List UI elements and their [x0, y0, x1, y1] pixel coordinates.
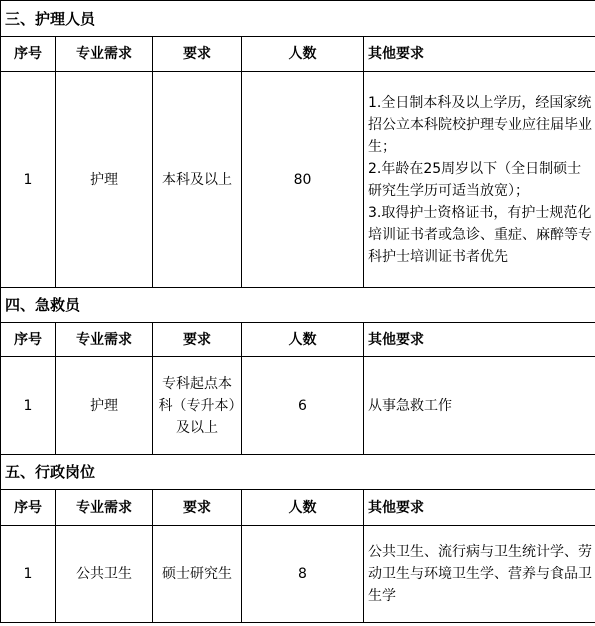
cell-requirement: 硕士研究生 [153, 526, 242, 623]
cell-count: 6 [242, 357, 364, 455]
other-line: 公共卫生、流行病与卫生统计学、劳动卫生与环境卫生学、营养与食品卫生学 [368, 544, 592, 604]
cell-major: 护理 [56, 72, 153, 288]
header-count: 人数 [242, 37, 364, 72]
header-count: 人数 [242, 490, 364, 526]
header-major: 专业需求 [56, 37, 153, 72]
section-title: 五、行政岗位 [1, 455, 595, 490]
cell-requirement: 专科起点本科（专升本）及以上 [153, 357, 242, 455]
cell-requirement: 本科及以上 [153, 72, 242, 288]
header-major: 专业需求 [56, 323, 153, 357]
table-row [1, 72, 595, 288]
cell-major: 公共卫生 [56, 526, 153, 623]
header-other: 其他要求 [364, 323, 595, 357]
header-major: 专业需求 [56, 490, 153, 526]
cell-seq: 1 [1, 526, 56, 623]
header-row [1, 490, 595, 526]
header-seq: 序号 [1, 37, 56, 72]
cell-seq: 1 [1, 72, 56, 288]
header-row [1, 37, 595, 72]
cell-count: 8 [242, 526, 364, 623]
cell-other [364, 72, 595, 288]
other-line: 从事急救工作 [368, 397, 452, 414]
cell-other [364, 357, 595, 455]
cell-count: 80 [242, 72, 364, 288]
section-title-row [1, 1, 595, 37]
header-other: 其他要求 [364, 490, 595, 526]
section-title: 三、护理人员 [1, 1, 595, 37]
other-line: 2.年龄在25周岁以下（全日制硕士研究生学历可适当放宽）； [368, 160, 582, 199]
header-seq: 序号 [1, 490, 56, 526]
table-row [1, 357, 595, 455]
section-title-row [1, 455, 595, 490]
section-title: 四、急救员 [1, 288, 595, 323]
header-count: 人数 [242, 323, 364, 357]
cell-major: 护理 [56, 357, 153, 455]
other-line: 1.全日制本科及以上学历，经国家统招公立本科院校护理专业应往届毕业生； [368, 94, 592, 155]
other-line: 3.取得护士资格证书，有护士规范化培训证书者或急诊、重症、麻醉等专科护士培训证书者优先 [368, 204, 592, 265]
header-requirement: 要求 [153, 490, 242, 526]
section-title-row [1, 288, 595, 323]
table-row [1, 526, 595, 623]
header-row [1, 323, 595, 357]
header-requirement: 要求 [153, 323, 242, 357]
header-requirement: 要求 [153, 37, 242, 72]
cell-other [364, 526, 595, 623]
cell-seq: 1 [1, 357, 56, 455]
header-other: 其他要求 [364, 37, 595, 72]
header-seq: 序号 [1, 323, 56, 357]
